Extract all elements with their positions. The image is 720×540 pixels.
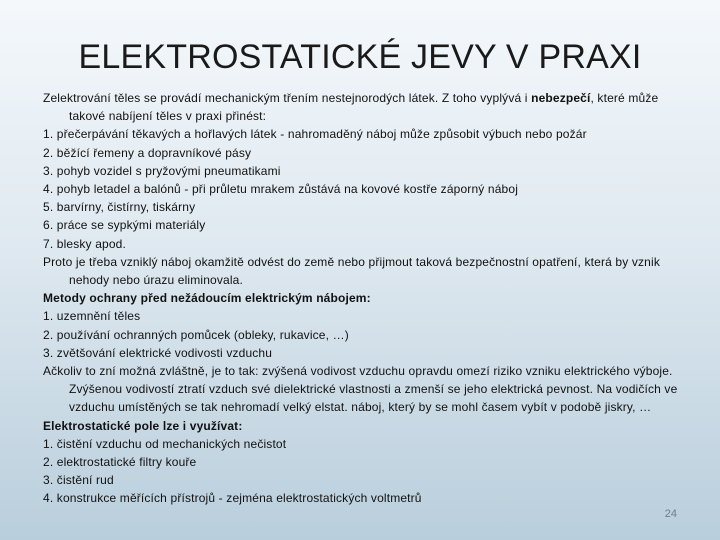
use-item: 2. elektrostatické filtry kouře <box>43 455 197 470</box>
intro-danger-word: nebezpečí <box>531 91 591 105</box>
method-item: 3. zvětšování elektrické vodivosti vzduchu <box>43 345 273 360</box>
hazard-item: 4. pohyb letadel a balónů - při průletu mrakem zůstává na kovové kostře záporný náboj <box>43 182 519 197</box>
use-item: 3. čistění rud <box>43 473 114 488</box>
hazard-item: 7. blesky apod. <box>43 236 126 251</box>
hazard-item: 6. práce se sypkými materiály <box>43 218 206 233</box>
methods-heading: Metody ochrany před nežádoucím elektrickým nábojem: <box>43 291 371 306</box>
method-item: 1. uzemnění těles <box>43 309 141 324</box>
humidity-paragraph: Ačkoliv to zní možná zvláštně, je to tak: zvýšená vodivost vzduchu opravdu omezí riziko vzniku elektrického výboje. Zvýšenou vodivostí ztratí vzduch své dielektrické vlastnosti a zmenší se jeho elektrická pevnost. Na vodičích ve vzduchu umístěných se tak nehromadí velký elstat. náboj, který by se mohl časem vybít v podobě jiskry, … <box>43 364 678 415</box>
intro-text: Zelektrování těles se provádí mechanickým třením nestejnorodých látek. Z toho vyplývá i <box>43 91 532 105</box>
page-number: 24 <box>664 508 677 520</box>
hazard-item: 1. přečerpávání těkavých a hořlavých látek - nahromaděný náboj může způsobit výbuch nebo požár <box>43 127 587 142</box>
use-item: 4. konstrukce měřících přístrojů - zejména elektrostatických voltmetrů <box>43 491 422 506</box>
hazard-item: 2. běžící řemeny a dopravníkové pásy <box>43 145 252 160</box>
hazard-item: 5. barvírny, čistírny, tiskárny <box>43 200 196 215</box>
prevention-paragraph: Proto je třeba vzniklý náboj okamžitě odvést do země nebo přijmout taková bezpečnostní opatření, která by vznik nehody nebo úrazu eliminovala. <box>43 254 660 288</box>
intro-paragraph <box>43 89 679 125</box>
slide-content <box>43 89 679 508</box>
intro-text-end: , které může takové nabíjení těles v praxi přinést: <box>69 91 659 124</box>
method-item: 2. používání ochranných pomůcek (obleky, rukavice, …) <box>43 327 349 342</box>
hazard-item: 3. pohyb vozidel s pryžovými pneumatikami <box>43 163 281 178</box>
slide-title: ELEKTROSTATICKÉ JEVY V PRAXI <box>78 38 642 76</box>
uses-heading: Elektrostatické pole lze i využívat: <box>43 418 243 433</box>
use-item: 1. čistění vzduchu od mechanických nečistot <box>43 436 287 451</box>
